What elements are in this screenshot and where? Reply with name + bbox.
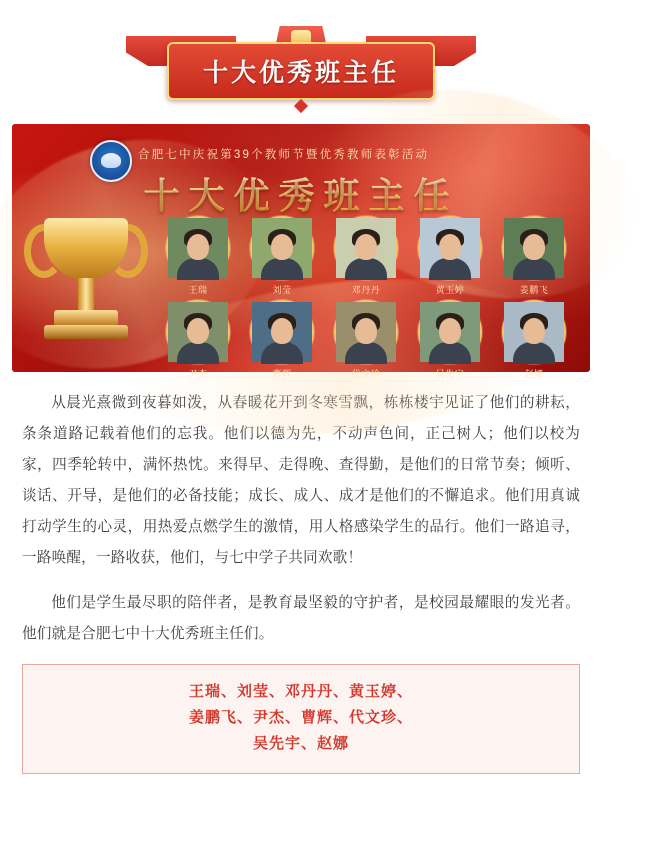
trophy-icon	[26, 212, 146, 362]
avatar	[166, 216, 230, 280]
trophy-base	[54, 310, 118, 326]
avatar	[166, 300, 230, 364]
school-emblem-icon	[90, 140, 132, 182]
article-paragraph: 从晨光熹微到夜暮如泼，从春暖花开到冬寒雪飘，栋栋楼宇见证了他们的耕耘，条条道路记载着他们的忘我。他们以德为先，不动声色间，正己树人；他们以校为家，四季轮转中，满怀热忱。来得早、走得晚、查得勤，是他们的日常节奏；倾听、谈话、开导，是他们的必备技能；成长、成人、成才是他们的不懈追求。他们用真诚打动学生的心灵，用热爱点燃学生的激情，用人格感染学生的品行。他们一路追寻，一路唤醒，一路收获，他们，与七中学子共同欢歌！	[22, 395, 580, 566]
page-title-text: 十大优秀班主任	[202, 59, 400, 87]
honoree-name: 刘莹	[272, 285, 292, 295]
honoree-photo-row	[162, 216, 602, 296]
avatar-illustration	[168, 218, 228, 278]
honoree-names-line: 姜鹏飞、尹杰、曹辉、代文珍、	[188, 709, 413, 726]
honoree-name: 邓丹丹	[351, 285, 381, 295]
honoree-photo-item	[498, 300, 570, 380]
avatar-illustration	[504, 302, 564, 362]
avatar	[334, 216, 398, 280]
honoree-photo-item	[246, 216, 318, 296]
honoree-photo-grid	[162, 216, 602, 384]
avatar	[502, 216, 566, 280]
avatar	[418, 216, 482, 280]
honoree-name: 赵娜	[524, 369, 544, 379]
honoree-name: 姜鹏飞	[519, 285, 549, 295]
honoree-photo-item	[330, 216, 402, 296]
honoree-names-box	[22, 664, 580, 774]
avatar	[250, 300, 314, 364]
avatar	[250, 216, 314, 280]
honoree-name: 尹杰	[188, 369, 208, 379]
page-title	[167, 42, 435, 100]
avatar	[334, 300, 398, 364]
poster-title: 十大优秀班主任	[143, 168, 458, 219]
trophy-stem	[78, 278, 94, 312]
honoree-photo-item	[246, 300, 318, 380]
avatar-illustration	[252, 302, 312, 362]
honoree-photo-item	[414, 216, 486, 296]
trophy-base-lower	[44, 325, 128, 339]
honoree-photo-item	[414, 300, 486, 380]
poster-subtitle: 合肥七中庆祝第39个教师节暨优秀教师表彰活动	[138, 149, 430, 161]
honoree-name: 吴先宇	[435, 369, 465, 379]
avatar-illustration	[168, 302, 228, 362]
avatar-illustration	[336, 302, 396, 362]
honoree-names-line: 吴先宇、赵娜	[252, 735, 349, 752]
honoree-name: 代文珍	[351, 369, 381, 379]
honoree-photo-item	[498, 216, 570, 296]
award-poster	[12, 124, 590, 379]
honoree-photo-item	[162, 216, 234, 296]
honoree-names-line: 王瑞、刘莹、邓丹丹、黄玉婷、	[188, 683, 413, 700]
avatar	[418, 300, 482, 364]
avatar-illustration	[336, 218, 396, 278]
article-paragraph: 他们是学生最尽职的陪伴者，是教育最坚毅的守护者，是校园最耀眼的发光者。他们就是合肥七中十大优秀班主任们。	[22, 595, 580, 642]
avatar-illustration	[252, 218, 312, 278]
avatar	[502, 300, 566, 364]
honoree-photo-row	[162, 300, 602, 380]
honoree-name: 黄玉婷	[435, 285, 465, 295]
avatar-illustration	[420, 218, 480, 278]
avatar-illustration	[504, 218, 564, 278]
avatar-illustration	[420, 302, 480, 362]
honoree-name: 曹辉	[272, 369, 292, 379]
honoree-photo-item	[162, 300, 234, 380]
honoree-name: 王瑞	[188, 285, 208, 295]
honoree-photo-item	[330, 300, 402, 380]
